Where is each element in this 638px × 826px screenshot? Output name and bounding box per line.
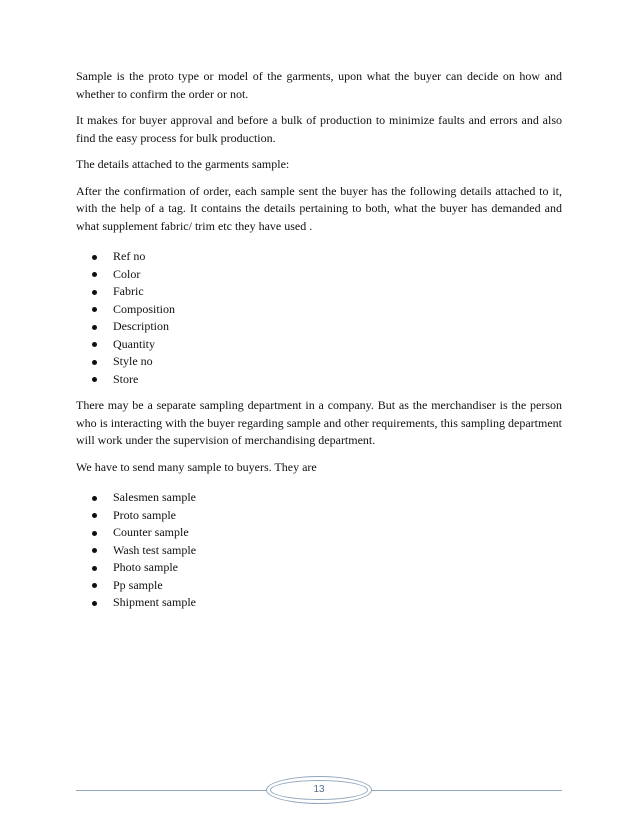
bullet-icon: [92, 377, 97, 382]
list-item: Quantity: [76, 336, 562, 354]
details-bullet-list: [76, 248, 562, 388]
paragraph-details-heading: The details attached to the garments sample:: [76, 157, 290, 171]
bullet-icon: [92, 531, 97, 536]
paragraph-sample-definition: Sample is the proto type or model of the garments, upon what the buyer can decide on how and whether to confirm the order or not.: [76, 69, 562, 101]
bullet-icon: [92, 548, 97, 553]
bullet-icon: [92, 496, 97, 501]
bullet-icon: [92, 513, 97, 518]
page-number-badge: [266, 776, 372, 804]
bullet-icon: [92, 601, 97, 606]
list-item: Salesmen sample: [76, 489, 562, 507]
paragraph-samples-intro: We have to send many sample to buyers. They are: [76, 459, 317, 474]
bullet-icon: [92, 290, 97, 295]
paragraph-sample-purpose: It makes for buyer approval and before a bulk of production to minimize faults and errors and also find the easy process for bulk production.: [76, 113, 562, 145]
list-item: Composition: [76, 301, 562, 319]
list-item: Proto sample: [76, 507, 562, 525]
page-footer: [0, 776, 638, 806]
list-item: Fabric: [76, 283, 562, 301]
list-item: Ref no: [76, 248, 562, 266]
bullet-icon: [92, 342, 97, 347]
list-item: Counter sample: [76, 524, 562, 542]
list-item: Style no: [76, 353, 562, 371]
samples-bullet-list: [76, 489, 562, 612]
bullet-icon: [92, 583, 97, 588]
list-item: Photo sample: [76, 559, 562, 577]
bullet-icon: [92, 272, 97, 277]
bullet-icon: [92, 325, 97, 330]
bullet-icon: [92, 255, 97, 260]
list-item: Shipment sample: [76, 594, 562, 612]
paragraph-details-intro: After the confirmation of order, each sample sent the buyer has the following details attached to it, with the help of a tag. It contains the details pertaining to both, what the buyer has demanded and what supplement fabric/ trim etc they have used .: [76, 183, 562, 233]
bullet-icon: [92, 566, 97, 571]
list-item: Wash test sample: [76, 542, 562, 560]
list-item: Description: [76, 318, 562, 336]
bullet-icon: [92, 360, 97, 365]
bullet-icon: [92, 307, 97, 312]
list-item: Color: [76, 266, 562, 284]
page-number: 13: [313, 784, 325, 795]
list-item: Pp sample: [76, 577, 562, 595]
list-item: Store: [76, 371, 562, 389]
paragraph-sampling-department: There may be a separate sampling department in a company. But as the merchandiser is the person who is interacting with the buyer regarding sample and other requirements, this sampling department will work under the supervision of merchandising department.: [76, 398, 562, 447]
document-body: [76, 68, 562, 621]
